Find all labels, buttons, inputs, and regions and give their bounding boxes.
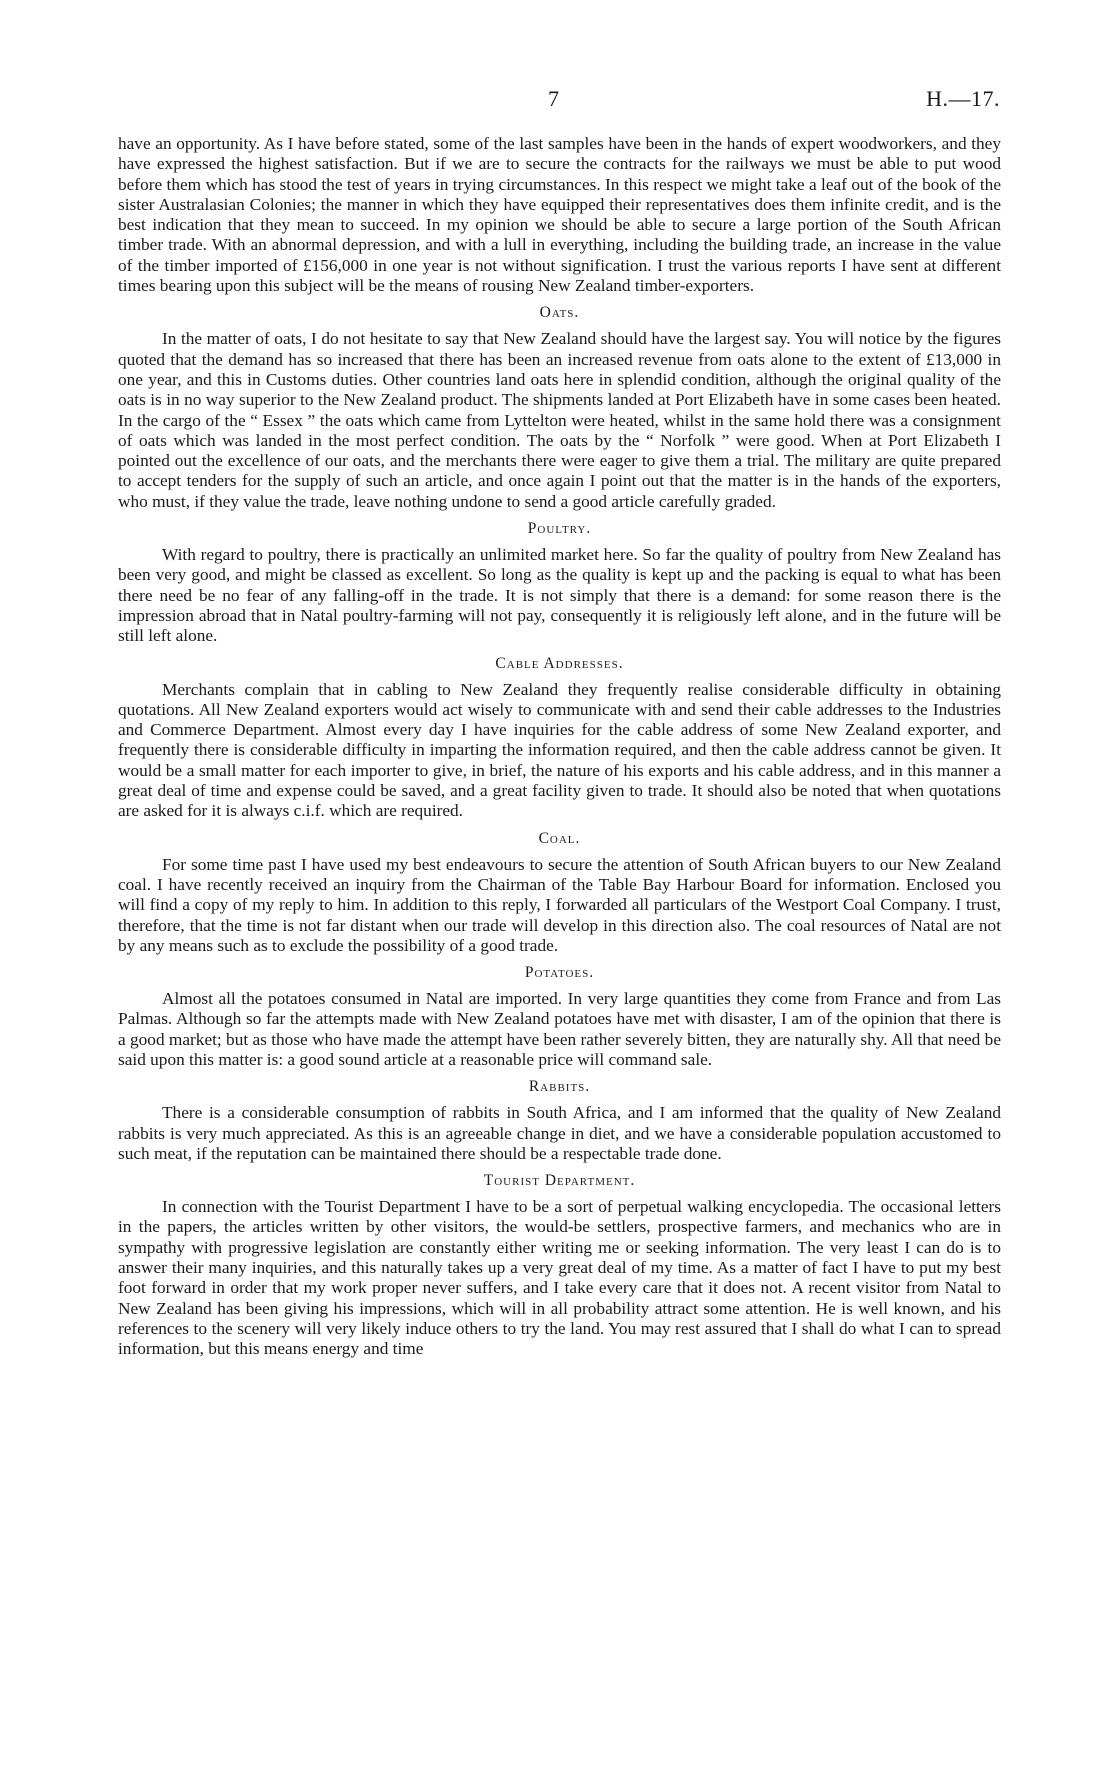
paragraph-timber-continued: have an opportunity. As I have before stated, some of the last samples have been in the hands of expert woodworkers, and they have expressed the highest satisfaction. But if we are to secure the contracts for the railways we must be able to put wood before them which has stood the test of years in trying circumstances. In this respect we might take a leaf out of the book of the sister Australasian Colonies; the manner in which they have equipped their representatives does them infinite credit, and is the best indication that they mean to succeed. In my opinion we should be able to secure a large portion of the South African timber trade. With an abnormal depression, and with a lull in everything, including the building trade, an increase in the value of the timber imported of £156,000 in one year is not without signification. I trust the various reports I have sent at different times bearing upon this subject will be the means of rousing New Zealand timber-exporters. [118,134,1001,296]
document-reference: H.—17. [926,86,1000,111]
heading-coal: Coal. [538,829,581,847]
body-text [118,134,1001,1360]
page-header [0,86,1114,116]
paragraph-tourist-department: In connection with the Tourist Department I have to be a sort of perpetual walking encyclopedia. The occasional letters in the papers, the articles written by other visitors, the would-be settlers, prospective farmers, and mechanics who are in sympathy with progressive legislation are constantly either writing me or seeking information. The very least I can do is to answer their many inquiries, and this naturally takes up a very great deal of my time. As a matter of fact I have to put my best foot forward in order that my work proper never suffers, and I take every care that it does not. A recent visitor from Natal to New Zealand has been giving his impressions, which will in all probability attract some attention. He is well known, and his references to the scenery will very likely induce others to try the land. You may rest assured that I shall do what I can to spread information, but this means energy and time [118,1197,1001,1359]
heading-oats: Oats. [539,304,580,322]
heading-poultry: Poultry. [527,520,592,538]
heading-tourist-department: Tourist Department. [483,1172,636,1190]
heading-cable-addresses: Cable Addresses. [495,654,624,672]
heading-potatoes: Potatoes. [524,964,595,982]
paragraph-potatoes: Almost all the potatoes consumed in Natal are imported. In very large quantities they come from France and from Las Palmas. Although so far the attempts made with New Zealand potatoes have met with disaster, I am of the opinion that there is a good market; but as those who have made the attempt have been rather severely bitten, they are naturally shy. All that need be said upon this matter is: a good sound article at a reasonable price will command sale. [118,989,1001,1069]
paragraph-oats: In the matter of oats, I do not hesitate to say that New Zealand should have the largest say. You will notice by the figures quoted that the demand has so increased that there has been an increased revenue from oats alone to the extent of £13,000 in one year, and this in Customs duties. Other countries land oats here in splendid condition, although the original quality of the oats is in no way superior to the New Zealand product. The shipments landed at Port Elizabeth have in some cases been heated. In the cargo of the “ Essex ” the oats which came from Lyttelton were heated, whilst in the same hold there was a consignment of oats which was landed in the most perfect condition. The oats by the “ Norfolk ” were good. When at Port Elizabeth I pointed out the excellence of our oats, and the merchants there were eager to give them a trial. The military are quite prepared to accept tenders for the supply of such an article, and once again I point out that the matter is in the hands of the exporters, who must, if they value the trade, leave nothing undone to send a good article carefully graded. [118,329,1001,511]
paragraph-cable-addresses: Merchants complain that in cabling to New Zealand they frequently realise considerable difficulty in obtaining quotations. All New Zealand exporters would act wisely to communicate with and send their cable addresses to the Industries and Commerce Department. Almost every day I have inquiries for the cable address of some New Zealand exporter, and frequently there is considerable difficulty in imparting the information required, and then the cable address cannot be given. It would be a small matter for each importer to give, in brief, the nature of his exports and his cable address, and in this manner a great deal of time and expense could be saved, and a great facility given to trade. It should also be noted that when quotations are asked for it is always c.i.f. which are required. [118,679,1001,821]
page-number: 7 [548,86,559,111]
paragraph-coal: For some time past I have used my best endeavours to secure the attention of South African buyers to our New Zealand coal. I have recently received an inquiry from the Chairman of the Table Bay Harbour Board for information. Enclosed you will find a copy of my reply to him. In addition to this reply, I forwarded all particulars of the Westport Coal Company. I trust, therefore, that the time is not far distant when our trade will develop in this direction also. The coal resources of Natal are not by any means such as to exclude the possibility of a good trade. [118,854,1001,955]
paragraph-poultry: With regard to poultry, there is practically an unlimited market here. So far the quality of poultry from New Zealand has been very good, and might be classed as excellent. So long as the quality is kept up and the packing is equal to what has been there need be no fear of any falling-off in the trade. It is not simply that there is a demand: for some reason there is the impression abroad that in Natal poultry-farming will not pay, consequently it is religiously left alone, and in the future will be still left alone. [118,545,1001,646]
paragraph-rabbits: There is a considerable consumption of rabbits in South Africa, and I am informed that the quality of New Zealand rabbits is very much appreciated. As this is an agreeable change in diet, and we have a considerable population accustomed to such meat, if the reputation can be maintained there should be a respectable trade done. [118,1103,1001,1163]
heading-rabbits: Rabbits. [528,1078,591,1096]
